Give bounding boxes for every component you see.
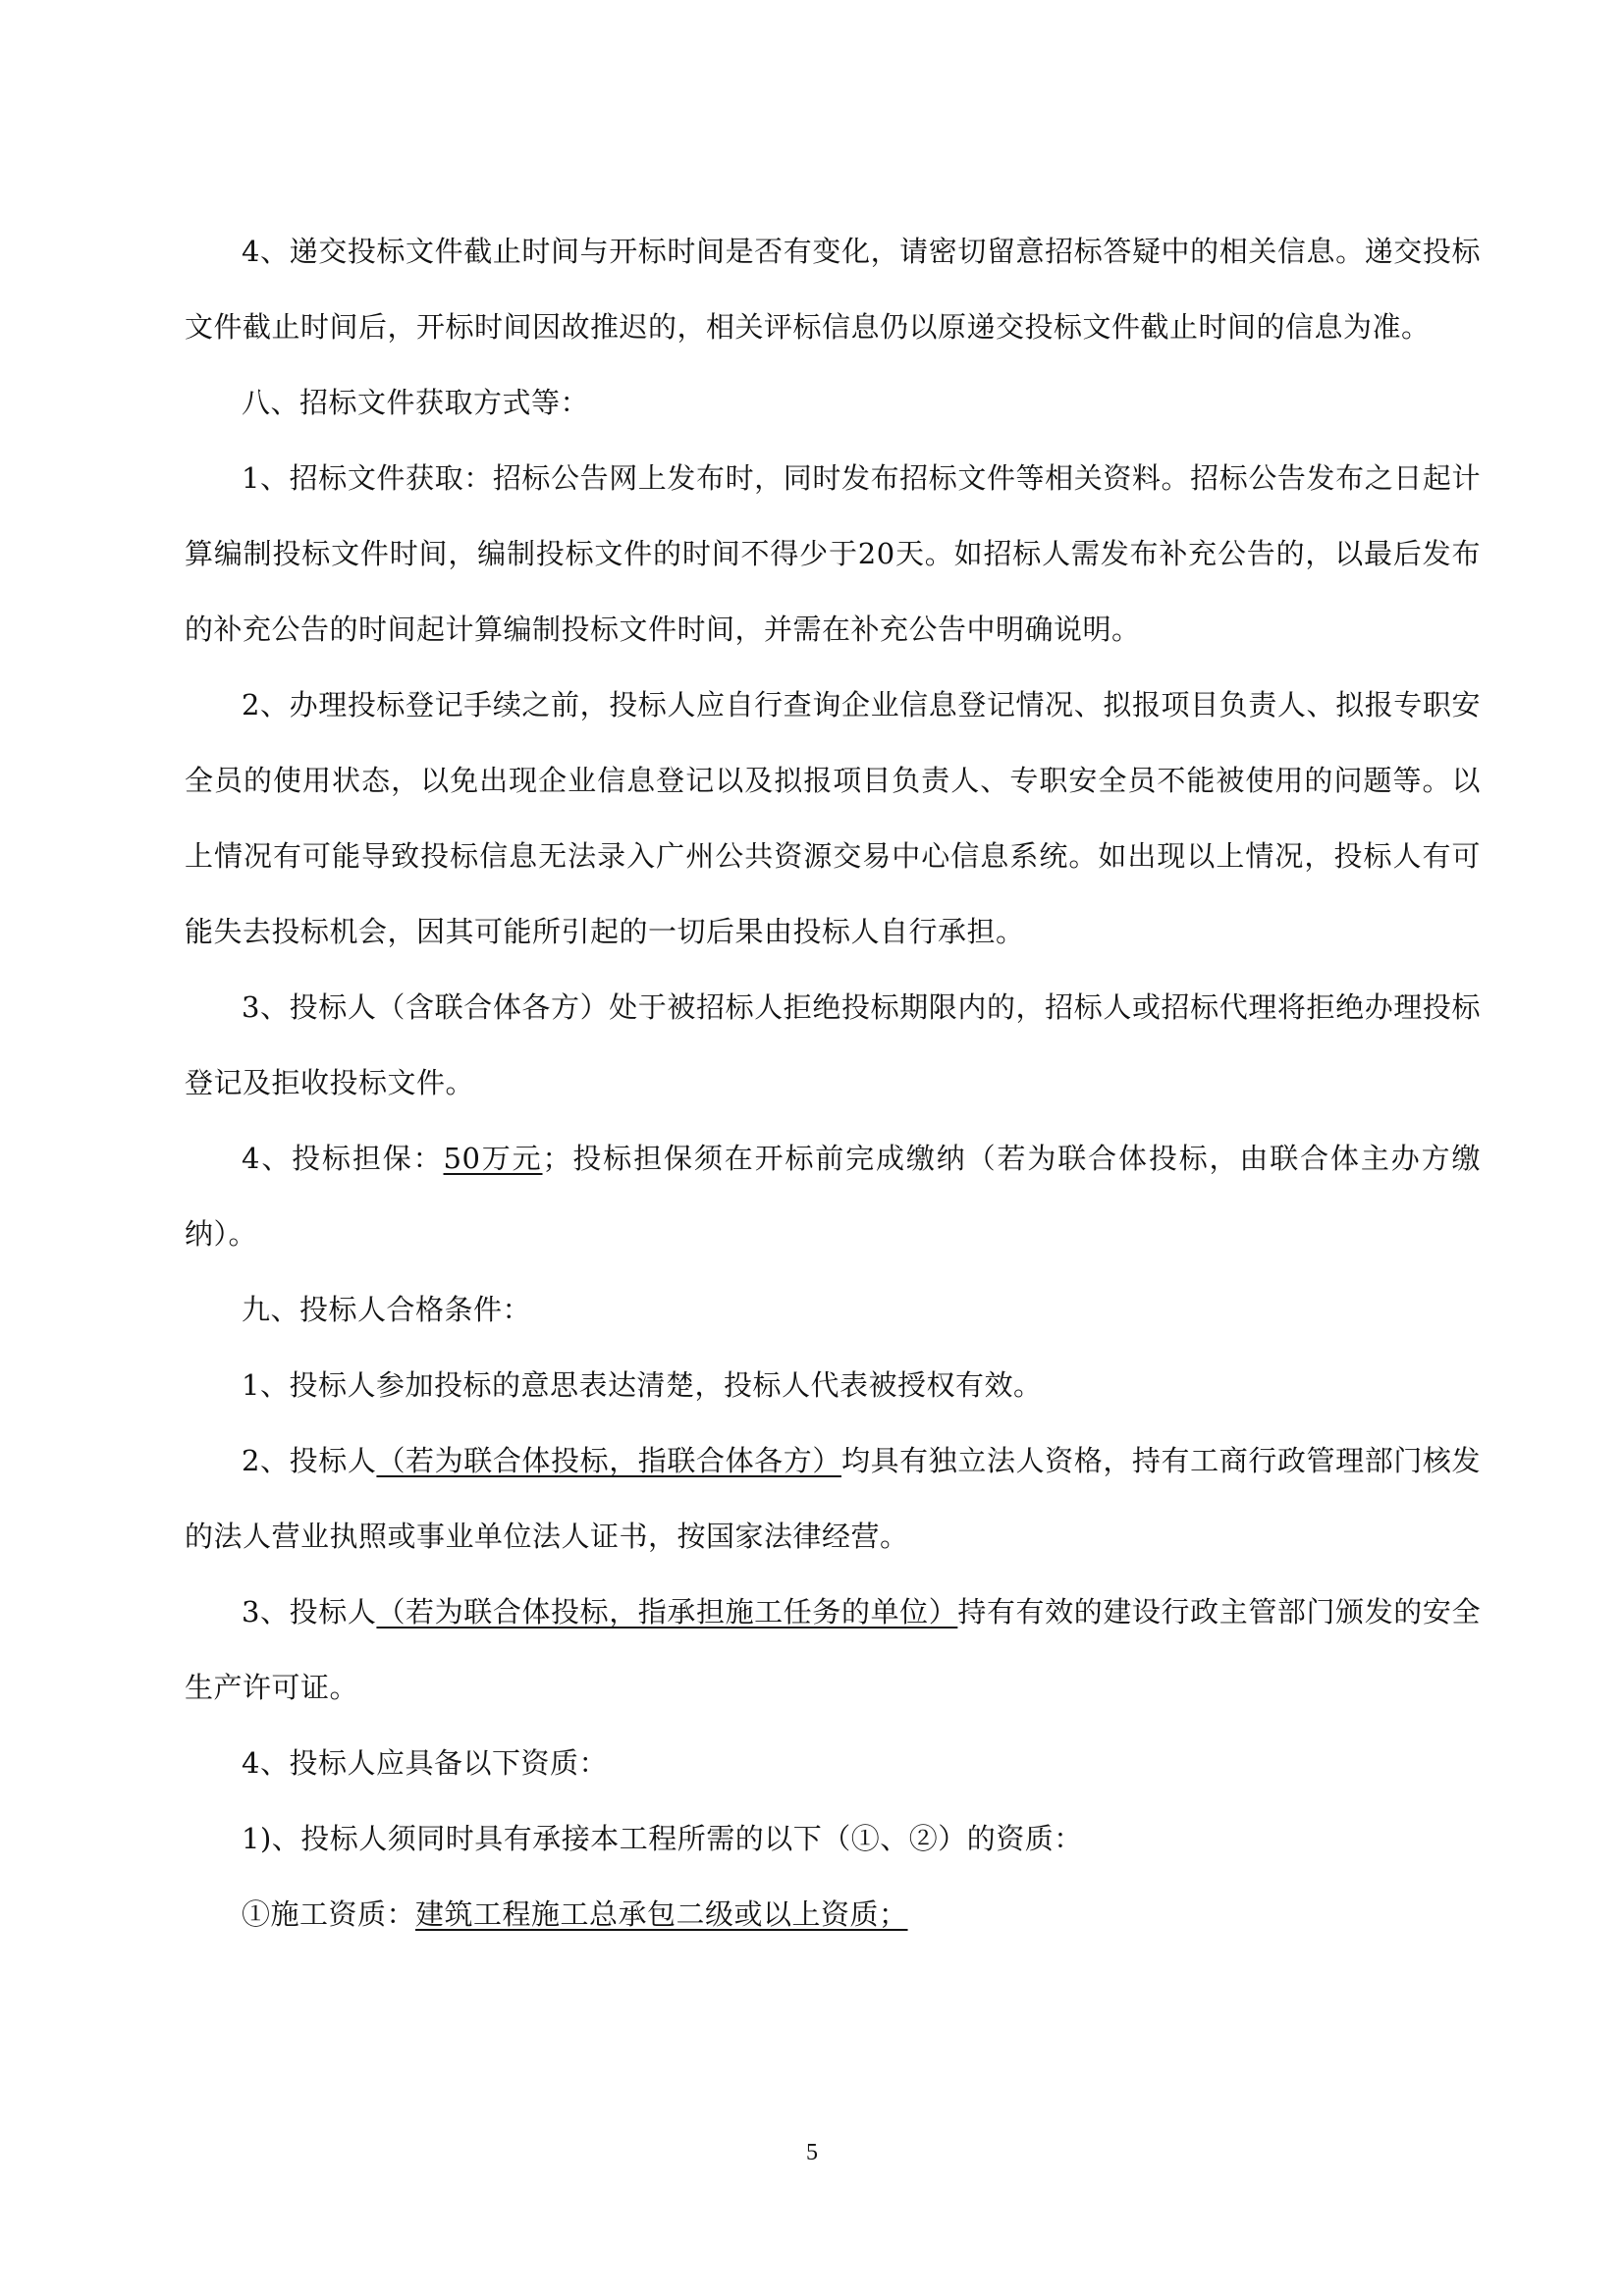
paragraph-p8 [185,1348,1481,1423]
text-run: 1、招标文件获取：招标公告网上发布时，同时发布招标文件等相关资料。招标公告发布之日起计算编制投标文件时间，编制投标文件的时间不得少于20天。如招标人需发布补充公告的，以最后发布的补充公告的时间起计算编制投标文件时间，并需在补充公告中明确说明。 [185,461,1481,646]
paragraph-p11 [185,1726,1481,1801]
text-run: 均具有独立法人资格，持有工商行政管理部门核发的法人营业执照或事业单位法人证书，按国家法律经营。 [185,1444,1481,1553]
underlined-text: （若为联合体投标，指联合体各方） [376,1444,841,1477]
paragraph-p2 [185,365,1481,441]
underlined-text: （若为联合体投标，指承担施工任务的单位） [376,1595,958,1629]
paragraph-p12 [185,1801,1481,1877]
paragraph-p9 [185,1423,1481,1575]
text-run: 1、投标人参加投标的意思表达清楚，投标人代表被授权有效。 [242,1368,1043,1402]
text-run: 2、投标人 [242,1444,377,1477]
page-number: 5 [806,2140,818,2165]
text-run: ；投标担保须在开标前完成缴纳（若为联合体投标，由联合体主办方缴纳）。 [185,1142,1481,1251]
paragraph-p3 [185,441,1481,667]
text-run: 4、投标担保： [242,1142,444,1175]
text-run: ①施工资质： [242,1897,416,1931]
text-run: 持有有效的建设行政主管部门颁发的安全生产许可证。 [185,1595,1481,1704]
paragraph-p4 [185,667,1481,970]
paragraph-p7 [185,1272,1481,1348]
paragraph-p1 [185,214,1481,365]
paragraph-p6 [185,1121,1481,1272]
paragraph-p5 [185,970,1481,1121]
text-run: 3、投标人 [242,1595,377,1629]
text-run: 4、递交投标文件截止时间与开标时间是否有变化，请密切留意招标答疑中的相关信息。递交投标文件截止时间后，开标时间因故推迟的，相关评标信息仍以原递交投标文件截止时间的信息为准。 [185,235,1481,344]
text-run: 3、投标人（含联合体各方）处于被招标人拒绝投标期限内的，招标人或招标代理将拒绝办理投标登记及拒收投标文件。 [185,990,1481,1099]
underlined-text: 建筑工程施工总承包二级或以上资质； [415,1897,908,1931]
paragraph-p13 [185,1877,1481,1952]
underlined-text: 50万元 [443,1142,543,1175]
text-run: 1)、投标人须同时具有承接本工程所需的以下（①、②）的资质： [242,1822,1083,1855]
text-run: 九、投标人合格条件： [242,1293,532,1326]
document-body [185,214,1481,1952]
text-run: 4、投标人应具备以下资质： [242,1746,608,1780]
paragraph-p10 [185,1575,1481,1726]
text-run: 2、办理投标登记手续之前，投标人应自行查询企业信息登记情况、拟报项目负责人、拟报专职安全员的使用状态，以免出现企业信息登记以及拟报项目负责人、专职安全员不能被使用的问题等。以上情况有可能导致投标信息无法录入广州公共资源交易中心信息系统。如出现以上情况，投标人有可能失去投标机会，因其可能所引起的一切后果由投标人自行承担。 [185,688,1481,948]
text-run: 八、招标文件获取方式等： [242,386,590,419]
